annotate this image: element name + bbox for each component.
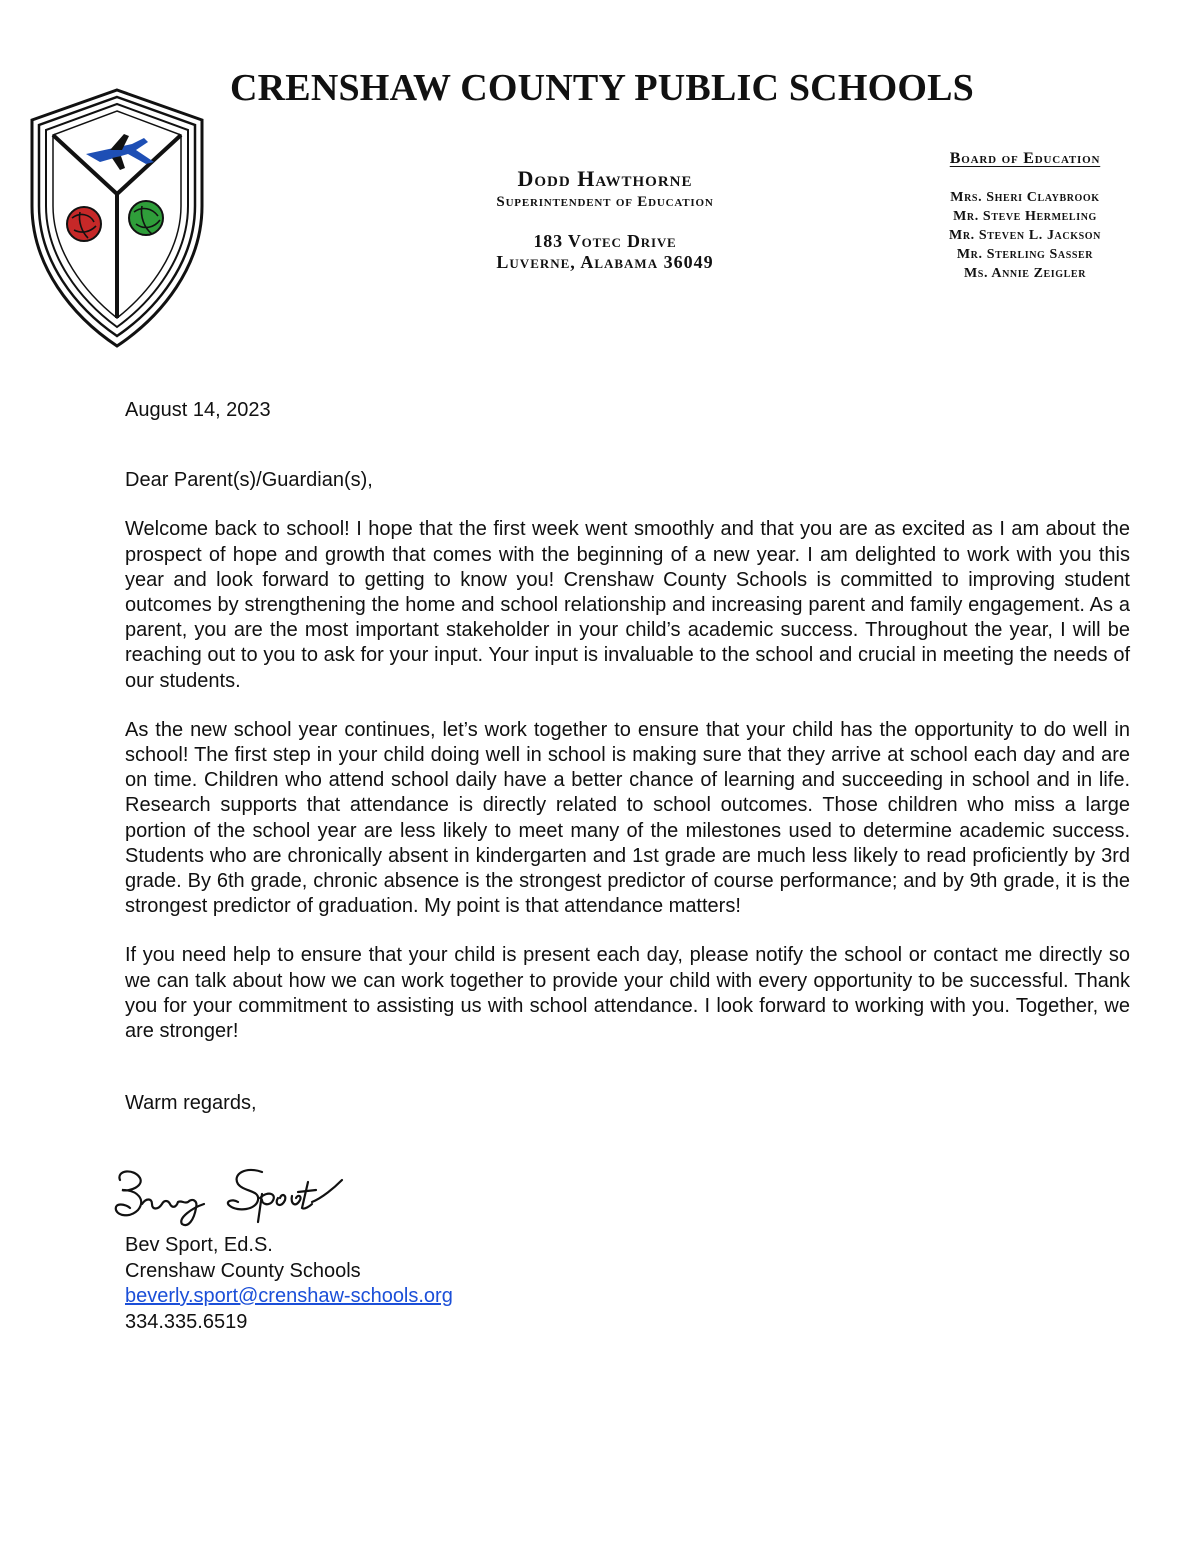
address-street: 183 Votec Drive [533,231,677,251]
board-member: Mr. Sterling Sasser [956,247,1094,262]
letter-body [125,398,1130,1116]
board-heading: Board of Education [949,150,1101,167]
green-emblem-icon [129,201,163,235]
district-name: CRENSHAW COUNTY PUBLIC SCHOOLS [230,67,974,109]
superintendent-block [440,166,770,273]
signer-organization: Crenshaw County Schools [125,1259,361,1282]
signature-block [125,1233,453,1335]
handwritten-signature [112,1160,347,1232]
board-member: Ms. Annie Zeigler [963,266,1087,281]
board-member: Mr. Steve Hermeling [953,209,1097,224]
board-member: Mr. Steven L. Jackson [949,228,1101,243]
address-city: Luverne, Alabama 36049 [496,252,714,272]
salutation: Dear Parent(s)/Guardian(s), [125,469,373,492]
body-paragraph: As the new school year continues, let’s work together to ensure that your child has the opportunity to do well in school! The first step in your child doing well in school is making sure that they arrive at school each day and are on time. Children who attend school daily have a better chance of learning and succeeding in school and in life. Research supports that attendance is directly related to school outcomes. Those children who miss a large portion of the school year are less likely to meet many of the milestones used to determine academic success. Students who are chronically absent in kindergarten and 1st grade are much less likely to read proficiently by 3rd grade. By 6th grade, chronic absence is the strongest predictor of course performance; and by 9th grade, it is the strongest predictor of graduation. My point is that attendance matters! [125,718,1130,918]
school-crest-shield-icon [28,84,206,350]
superintendent-title: Superintendent of Education [496,194,714,210]
board-of-education-block [905,150,1145,283]
signer-phone: 334.335.6519 [125,1310,248,1333]
board-member: Mrs. Sheri Claybrook [950,190,1100,205]
body-paragraph: Welcome back to school! I hope that the first week went smoothly and that you are as excited as I am about the prospect of hope and growth that comes with the beginning of a new year. I am delighted to work with you this year and look forward to getting to know you! Crenshaw County Schools is committed to improving student outcomes by strengthening the home and school relationship and increasing parent and family engagement. As a parent, you are the most important stakeholder in your child’s academic success. Throughout the year, I will be reaching out to you to ask for your input. Your input is invaluable to the school and crucial in meeting the needs of our students. [125,518,1130,692]
closing: Warm regards, [125,1092,257,1115]
superintendent-name: Dodd Hawthorne [517,166,693,191]
body-paragraph: If you need help to ensure that your child is present each day, please notify the school or contact me directly so we can talk about how we can work together to provide your child with every opportunity to be successful. Thank you for your commitment to assisting us with school attendance. I look forward to working with you. Together, we are stronger! [125,944,1130,1043]
red-emblem-icon [67,207,101,241]
signer-email-link[interactable]: beverly.sport@crenshaw-schools.org [125,1285,453,1307]
signer-name: Bev Sport, Ed.S. [125,1234,273,1256]
letter-date: August 14, 2023 [125,399,271,421]
board-members-list [905,188,1145,283]
